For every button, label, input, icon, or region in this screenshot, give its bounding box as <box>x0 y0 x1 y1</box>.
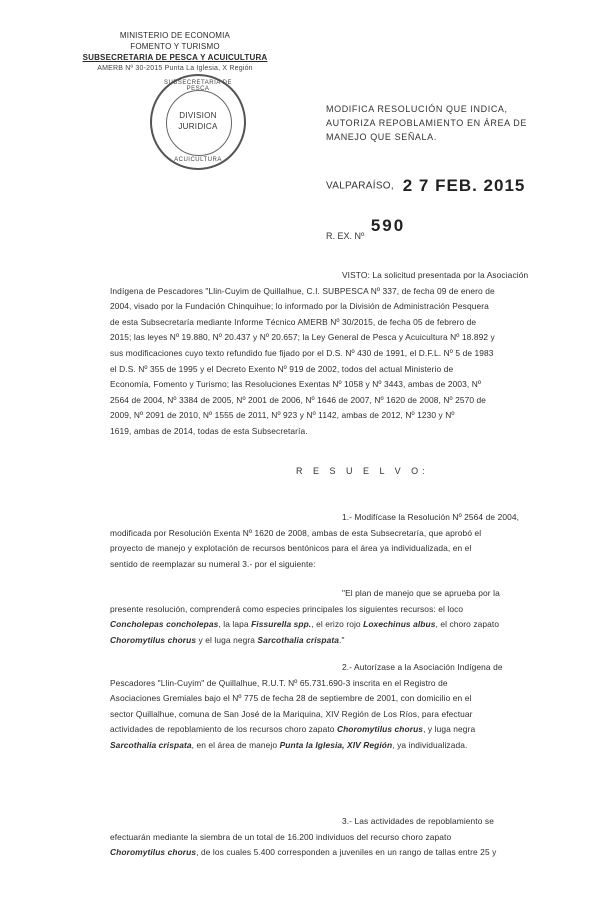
resolution-number-value: 590 <box>370 216 406 235</box>
visto-line: 2564 de 2004, Nº 3384 de 2005, Nº 2001 de 2006, Nº 1646 de 2007, Nº 1620 de 2008, Nº 2570 de <box>110 394 487 405</box>
visto-line: el D.S. Nº 355 de 1995 y el Decreto Exento Nº 919 de 2002, todos del actual Ministerio de <box>110 363 454 374</box>
area-name: Punta la Iglesia, XIV Región <box>279 739 393 750</box>
quote-text: , la lapa <box>218 619 252 630</box>
visto-line: 1619, ambas de 2014, todas de esta Subsecretaría. <box>110 425 308 436</box>
species-name: Concholepas concholepas <box>110 619 219 630</box>
visto-line: 2004, visado por la Fundación Chinquihue; lo informado por la División de Administración Pesquera <box>110 301 489 312</box>
visto-paragraph <box>110 268 538 440</box>
item-2-text: actividades de repoblamiento de los recursos choro zapato <box>110 724 337 735</box>
species-name: Loxechinus albus <box>363 619 436 630</box>
species-name: Choromytilus chorus <box>110 847 197 858</box>
species-name: Choromytilus chorus <box>110 634 197 645</box>
species-name: Fissurella spp. <box>251 619 312 630</box>
item-2-line: 2.- Autorízase a la Asociación Indígena de <box>342 662 503 672</box>
item-2-line <box>110 738 538 754</box>
stamp-center-text <box>152 110 244 132</box>
item-2-text: , ya individualizada. <box>392 739 468 750</box>
dateline <box>326 176 566 196</box>
date-stamp: 2 7 FEB. 2015 <box>402 176 526 195</box>
quote-text: y el luga negra <box>196 634 258 645</box>
item-1-line: proyecto de manejo y explotación de recursos bentónicos para el área ya individualizada, en el <box>110 543 472 554</box>
letterhead <box>60 30 290 74</box>
stamp-center-line-2: JURIDICA <box>178 122 218 131</box>
item-1-line: 1.- Modifícase la Resolución Nº 2564 de 2004, <box>342 512 520 522</box>
quote-line <box>110 617 538 633</box>
quote-line <box>110 633 538 649</box>
quote-line: presente resolución, comprenderá como especies principales los siguientes recursos: el loco <box>110 603 464 614</box>
visto-line: Indígena de Pescadores "Llin-Cuyim de Quillalhue, C.I. SUBPESCA Nº 337, de fecha 09 de enero de <box>110 285 495 296</box>
visto-line: Economía, Fomento y Turismo; las Resoluciones Exentas Nº 1058 y Nº 3443, ambas de 2003, Nº <box>110 379 482 390</box>
quote-text: , el choro zapato <box>435 619 500 630</box>
resuelvo-heading: R E S U E L V O: <box>296 466 429 476</box>
quoted-plan-text <box>110 586 538 648</box>
visto-line: de esta Subsecretaría mediante Informe Técnico AMERB Nº 30/2015, de fecha 05 de febrero de <box>110 316 477 327</box>
visto-line: sus modificaciones cuyo texto refundido fue fijado por el D.S. Nº 430 de 1991, el D.F.L. Nº 5 de 1983 <box>110 347 494 358</box>
resolution-item-3 <box>110 814 538 861</box>
item-2-line: Pescadores "Llin-Cuyim" de Quillalhue, R.U.T. Nº 65.731.690-3 inscrita en el Registro de <box>110 677 448 688</box>
subsecretaria-name: SUBSECRETARIA DE PESCA Y ACUICULTURA <box>82 53 268 62</box>
quote-text: , el erizo rojo <box>311 619 364 630</box>
resolution-number <box>326 216 406 244</box>
division-juridica-stamp <box>150 74 246 170</box>
quote-text: ." <box>339 634 345 645</box>
item-1-line: modificada por Resolución Exenta Nº 1620 de 2008, ambas de esta Subsecretaría, que aprobó el <box>110 527 482 538</box>
item-2-line <box>110 722 538 738</box>
species-name: Sarcothalia crispata <box>110 739 192 750</box>
document-subject: MODIFICA RESOLUCIÓN QUE INDICA, AUTORIZA REPOBLAMIENTO EN ÁREA DE MANEJO QUE SEÑALA. <box>326 104 528 142</box>
ministry-name: MINISTERIO DE ECONOMIA <box>119 31 231 40</box>
item-3-line: 3.- Las actividades de repoblamiento se <box>342 816 494 826</box>
visto-line: VISTO: La solicitud presentada por la Asociación <box>342 270 529 280</box>
city: VALPARAÍSO, <box>326 180 394 192</box>
department-name: FOMENTO Y TURISMO <box>130 42 220 51</box>
item-2-text: , en el área de manejo <box>191 739 280 750</box>
stamp-ring-top-text: SUBSECRETARIA DE PESCA <box>164 80 232 92</box>
item-1-line: sentido de reemplazar su numeral 3.- por el siguiente: <box>110 558 316 569</box>
resolution-item-1 <box>110 510 538 572</box>
resolution-item-2 <box>110 660 538 754</box>
visto-line: 2015; las leyes Nº 19.880, Nº 20.437 y Nº 20.657; la Ley General de Pesca y Acuicultura Nº 18.892 y <box>110 332 495 343</box>
species-name: Sarcothalia crispata <box>257 634 340 645</box>
item-3-line <box>110 845 538 861</box>
item-3-text: , de los cuales 5.400 corresponden a juveniles en un rango de tallas entre 25 y <box>196 847 497 858</box>
species-name: Choromytilus chorus <box>336 724 424 735</box>
item-2-line: Asociaciones Gremiales bajo el Nº 775 de fecha 28 de septiembre de 2001, con domicilio en el <box>110 693 472 704</box>
visto-line: 2009, Nº 2091 de 2010, Nº 1555 de 2011, Nº 923 y Nº 1142, ambas de 2012, Nº 1230 y Nº <box>110 410 455 421</box>
stamp-ring-bottom-text: ACUICULTURA <box>174 157 222 163</box>
reference-line: AMERB Nº 30-2015 Punta La Iglesia, X Región <box>97 65 253 72</box>
item-2-text: , y luga negra <box>423 724 476 735</box>
resolution-label: R. EX. Nº <box>326 231 365 241</box>
quote-line: "El plan de manejo que se aprueba por la <box>342 588 500 598</box>
stamp-center-line-1: DIVISION <box>179 111 217 120</box>
item-3-line: efectuarán mediante la siembra de un total de 16.200 individuos del recurso choro zapato <box>110 831 452 842</box>
item-2-line: sector Quillalhue, comuna de San José de la Mariquina, XIV Región de Los Ríos, para efectuar <box>110 708 473 719</box>
